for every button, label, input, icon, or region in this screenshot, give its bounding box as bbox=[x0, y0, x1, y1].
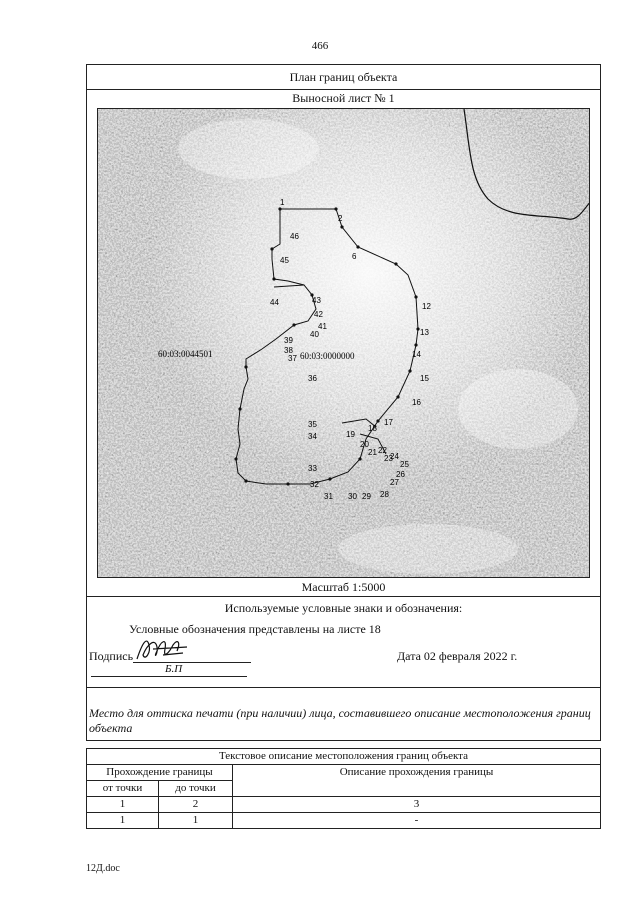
cell-to: 1 bbox=[159, 813, 233, 829]
point-label-17: 17 bbox=[384, 418, 393, 427]
table-row bbox=[87, 797, 601, 813]
point-label-29: 29 bbox=[362, 492, 371, 501]
cell-from: 1 bbox=[87, 797, 159, 813]
point-label-28: 28 bbox=[380, 490, 389, 499]
point-label-21: 21 bbox=[368, 448, 377, 457]
point-label-43: 43 bbox=[312, 296, 321, 305]
point-label-46: 46 bbox=[290, 232, 299, 241]
point-label-25: 25 bbox=[400, 460, 409, 469]
point-label-39: 39 bbox=[284, 336, 293, 345]
point-label-35: 35 bbox=[308, 420, 317, 429]
column-header-pass: Прохождение границы bbox=[87, 765, 233, 781]
point-label-13: 13 bbox=[420, 328, 429, 337]
divider bbox=[87, 687, 600, 688]
aerial-map bbox=[97, 108, 590, 578]
point-label-32: 32 bbox=[310, 480, 319, 489]
map-image bbox=[98, 109, 590, 578]
map-scale: Масштаб 1:5000 bbox=[301, 580, 386, 594]
point-label-22: 22 bbox=[378, 446, 387, 455]
point-label-26: 26 bbox=[396, 470, 405, 479]
signature-line bbox=[133, 662, 251, 663]
point-label-31: 31 bbox=[324, 492, 333, 501]
boundary-description-table bbox=[86, 748, 601, 829]
point-label-45: 45 bbox=[280, 256, 289, 265]
point-label-2: 2 bbox=[338, 214, 343, 223]
point-label-30: 30 bbox=[348, 492, 357, 501]
point-label-23: 23 bbox=[384, 454, 393, 463]
column-header-from: от точки bbox=[87, 781, 159, 797]
point-label-15: 15 bbox=[420, 374, 429, 383]
parcel-label-center: 60:03:0000000 bbox=[300, 351, 355, 361]
point-label-42: 42 bbox=[314, 310, 323, 319]
point-label-40: 40 bbox=[310, 330, 319, 339]
point-label-14: 14 bbox=[412, 350, 421, 359]
point-label-38: 38 bbox=[284, 346, 293, 355]
cell-from: 1 bbox=[87, 813, 159, 829]
cell-description: 3 bbox=[233, 797, 601, 813]
footer-filename: 12Д.doc bbox=[86, 863, 120, 874]
point-label-37: 37 bbox=[288, 354, 297, 363]
plan-title: План границ объекта bbox=[87, 65, 600, 90]
cell-description: - bbox=[233, 813, 601, 829]
point-label-24: 24 bbox=[390, 452, 399, 461]
column-header-to: до точки bbox=[159, 781, 233, 797]
page-number: 466 bbox=[311, 40, 329, 52]
point-label-1: 1 bbox=[280, 198, 285, 207]
signature-label: Подпись bbox=[89, 649, 134, 663]
point-label-44: 44 bbox=[270, 298, 279, 307]
point-label-6: 6 bbox=[352, 252, 357, 261]
parcel-label-left: 60:03:0044501 bbox=[158, 349, 213, 359]
point-label-19: 19 bbox=[346, 430, 355, 439]
signature-initials: Б.П bbox=[165, 663, 183, 675]
divider bbox=[87, 596, 600, 597]
boundary-plan-frame bbox=[86, 64, 601, 741]
cell-to: 2 bbox=[159, 797, 233, 813]
signature-underline bbox=[91, 676, 247, 677]
legend-heading: Используемые условные знаки и обозначения: bbox=[224, 601, 463, 615]
point-label-12: 12 bbox=[422, 302, 431, 311]
point-label-16: 16 bbox=[412, 398, 421, 407]
point-label-27: 27 bbox=[390, 478, 399, 487]
table-row bbox=[87, 813, 601, 829]
point-label-36: 36 bbox=[308, 374, 317, 383]
handwritten-signature bbox=[133, 633, 193, 665]
column-header-description: Описание прохождения границы bbox=[233, 765, 601, 797]
point-label-20: 20 bbox=[360, 440, 369, 449]
point-label-33: 33 bbox=[308, 464, 317, 473]
point-label-18: 18 bbox=[368, 424, 377, 433]
point-label-34: 34 bbox=[308, 432, 317, 441]
stamp-placeholder-note: Место для оттиска печати (при наличии) лица, составившего описание местоположения границ объекта bbox=[89, 706, 591, 735]
document-date: Дата 02 февраля 2022 г. bbox=[397, 649, 518, 663]
sheet-title: Выносной лист № 1 bbox=[292, 91, 395, 105]
legend-note: Условные обозначения представлены на листе 18 bbox=[129, 622, 381, 636]
point-label-41: 41 bbox=[318, 322, 327, 331]
table-title: Текстовое описание местоположения границ объекта bbox=[87, 749, 601, 765]
